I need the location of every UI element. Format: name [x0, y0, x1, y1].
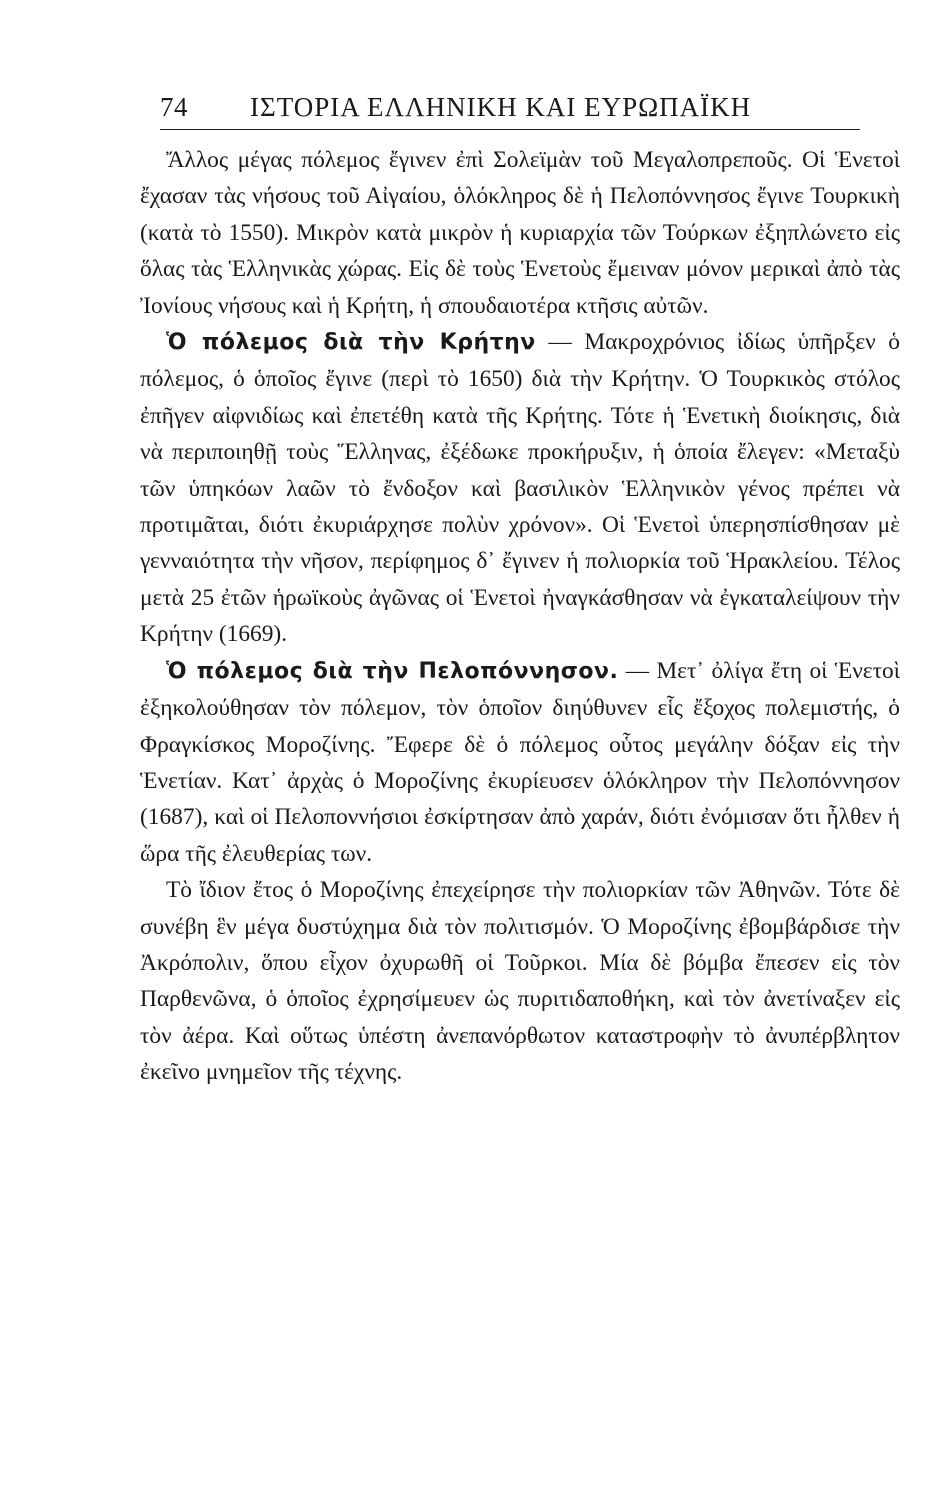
paragraph-text: — Μετ᾽ ὀλίγα ἔτη οἱ Ἑνετοὶ ἐξηκολούθησαν τὸν πόλεμον, τὸν ὁποῖον διηύθυνεν εἷς ἔξοχος πολεμιστής, ὁ Φραγκίσκος Μοροζίνης. Ἔφερε δὲ ὁ πόλεμος οὗτος μεγάλην δόξαν εἰς τὴν Ἑνετίαν. Κατ᾽ ἀρχὰς ὁ Μοροζίνης ἐκυρίευσεν ὁλόκληρον τὴν Πελοπόννησον (1687), καὶ οἱ Πελοποννήσιοι ἐσκίρτησαν ἀπὸ χαράν, διότι ἐνόμισαν ὅτι ἦλθεν ἡ ὥρα τῆς ἐλευθερίας των.	[140, 657, 901, 867]
paragraph-text: — Μακροχρόνιος ἰδίως ὑπῆρξεν ὁ πόλεμος, ὁ ὁποῖος ἔγινε (περὶ τὸ 1650) διὰ τὴν Κρήτην. Ὁ Τουρκικὸς στόλος ἐπῆγεν αἰφνιδίως καὶ ἐπετέθη κατὰ τῆς Κρήτης. Τότε ἡ Ἑνετικὴ διοίκησις, διὰ νὰ περιποιηθῇ τοὺς Ἕλληνας, ἐξέδωκε προκήρυξιν, ἡ ὁποία ἔλεγεν: «Μεταξὺ τῶν ὑπηκόων λαῶν τὸ ἔνδοξον καὶ βασιλικὸν Ἑλληνικὸν γένος πρέπει νὰ προτιμᾶται, διότι ἐκυριάρχησε πολὺν χρόνον». Οἱ Ἑνετοὶ ὑπερησπίσθησαν μὲ γενναιότητα τὴν νῆσον, περίφημος δ᾽ ἔγινεν ἡ πολιορκία τοῦ Ἡρακλείου. Τέλος μετὰ 25 ἐτῶν ἡρωϊκοὺς ἀγῶνας οἱ Ἑνετοὶ ἠναγκάσθησαν νὰ ἐγκαταλείψουν τὴν Κρήτην (1669).	[140, 329, 900, 648]
page-number: 74	[160, 92, 188, 122]
paragraph-parthenon	[140, 872, 900, 1090]
paragraph-solimán	[140, 142, 900, 324]
paragraph-text: Τὸ ἴδιον ἔτος ὁ Μοροζίνης ἐπεχείρησε τὴν πολιορκίαν τῶν Ἀθηνῶν. Τότε δὲ συνέβη ἓν μέγα δυστύχημα διὰ τὸν πολιτισμόν. Ὁ Μοροζίνης ἐβομβάρδισε τὴν Ἀκρόπολιν, ὅπου εἶχον ὀχυρωθῆ οἱ Τοῦρκοι. Μία δὲ βόμβα ἔπεσεν εἰς τὸν Παρθενῶνα, ὁ ὁποῖος ἐχρησίμευεν ὡς πυριτιδαποθήκη, καὶ τὸν ἀνετίναξεν εἰς τὸν ἀέρα. Καὶ οὕτως ὑπέστη ἀνεπανόρθωτον καταστροφὴν τὸ ἀνυπέρβλητον ἐκεῖνο μνημεῖον τῆς τέχνης.	[140, 877, 900, 1086]
section-heading-crete: Ὁ πόλεμος διὰ τὴν Κρήτην	[166, 330, 536, 356]
book-page	[140, 92, 900, 1091]
running-head	[160, 92, 860, 130]
section-heading-peloponnese: Ὁ πόλεμος διὰ τὴν Πελοπόννησον.	[166, 658, 619, 684]
paragraph-text: Ἄλλος μέγας πόλεμος ἔγινεν ἐπὶ Σολεϊμὰν τοῦ Μεγαλοπρεποῦς. Οἱ Ἑνετοὶ ἔχασαν τὰς νήσους τοῦ Αἰγαίου, ὁλόκληρος δὲ ἡ Πελοπόννησος ἔγινε Τουρκικὴ (κατὰ τὸ 1550). Μικρὸν κατὰ μικρὸν ἡ κυριαρχία τῶν Τούρκων ἐξηπλώνετο εἰς ὅλας τὰς Ἑλληνικὰς χώρας. Εἰς δὲ τοὺς Ἑνετοὺς ἔμειναν μόνον μερικαὶ ἀπὸ τὰς Ἰονίους νήσους καὶ ἡ Κρήτη, ἡ σπουδαιοτέρα κτῆσις αὐτῶν.	[140, 147, 900, 319]
body-text	[140, 142, 900, 1091]
paragraph-peloponnese-war	[140, 653, 900, 872]
paragraph-crete-war	[140, 324, 900, 653]
running-title: ΙΣΤΟΡΙΑ ΕΛΛΗΝΙΚΗ ΚΑΙ ΕΥΡΩΠΑΪΚΗ	[250, 92, 752, 122]
